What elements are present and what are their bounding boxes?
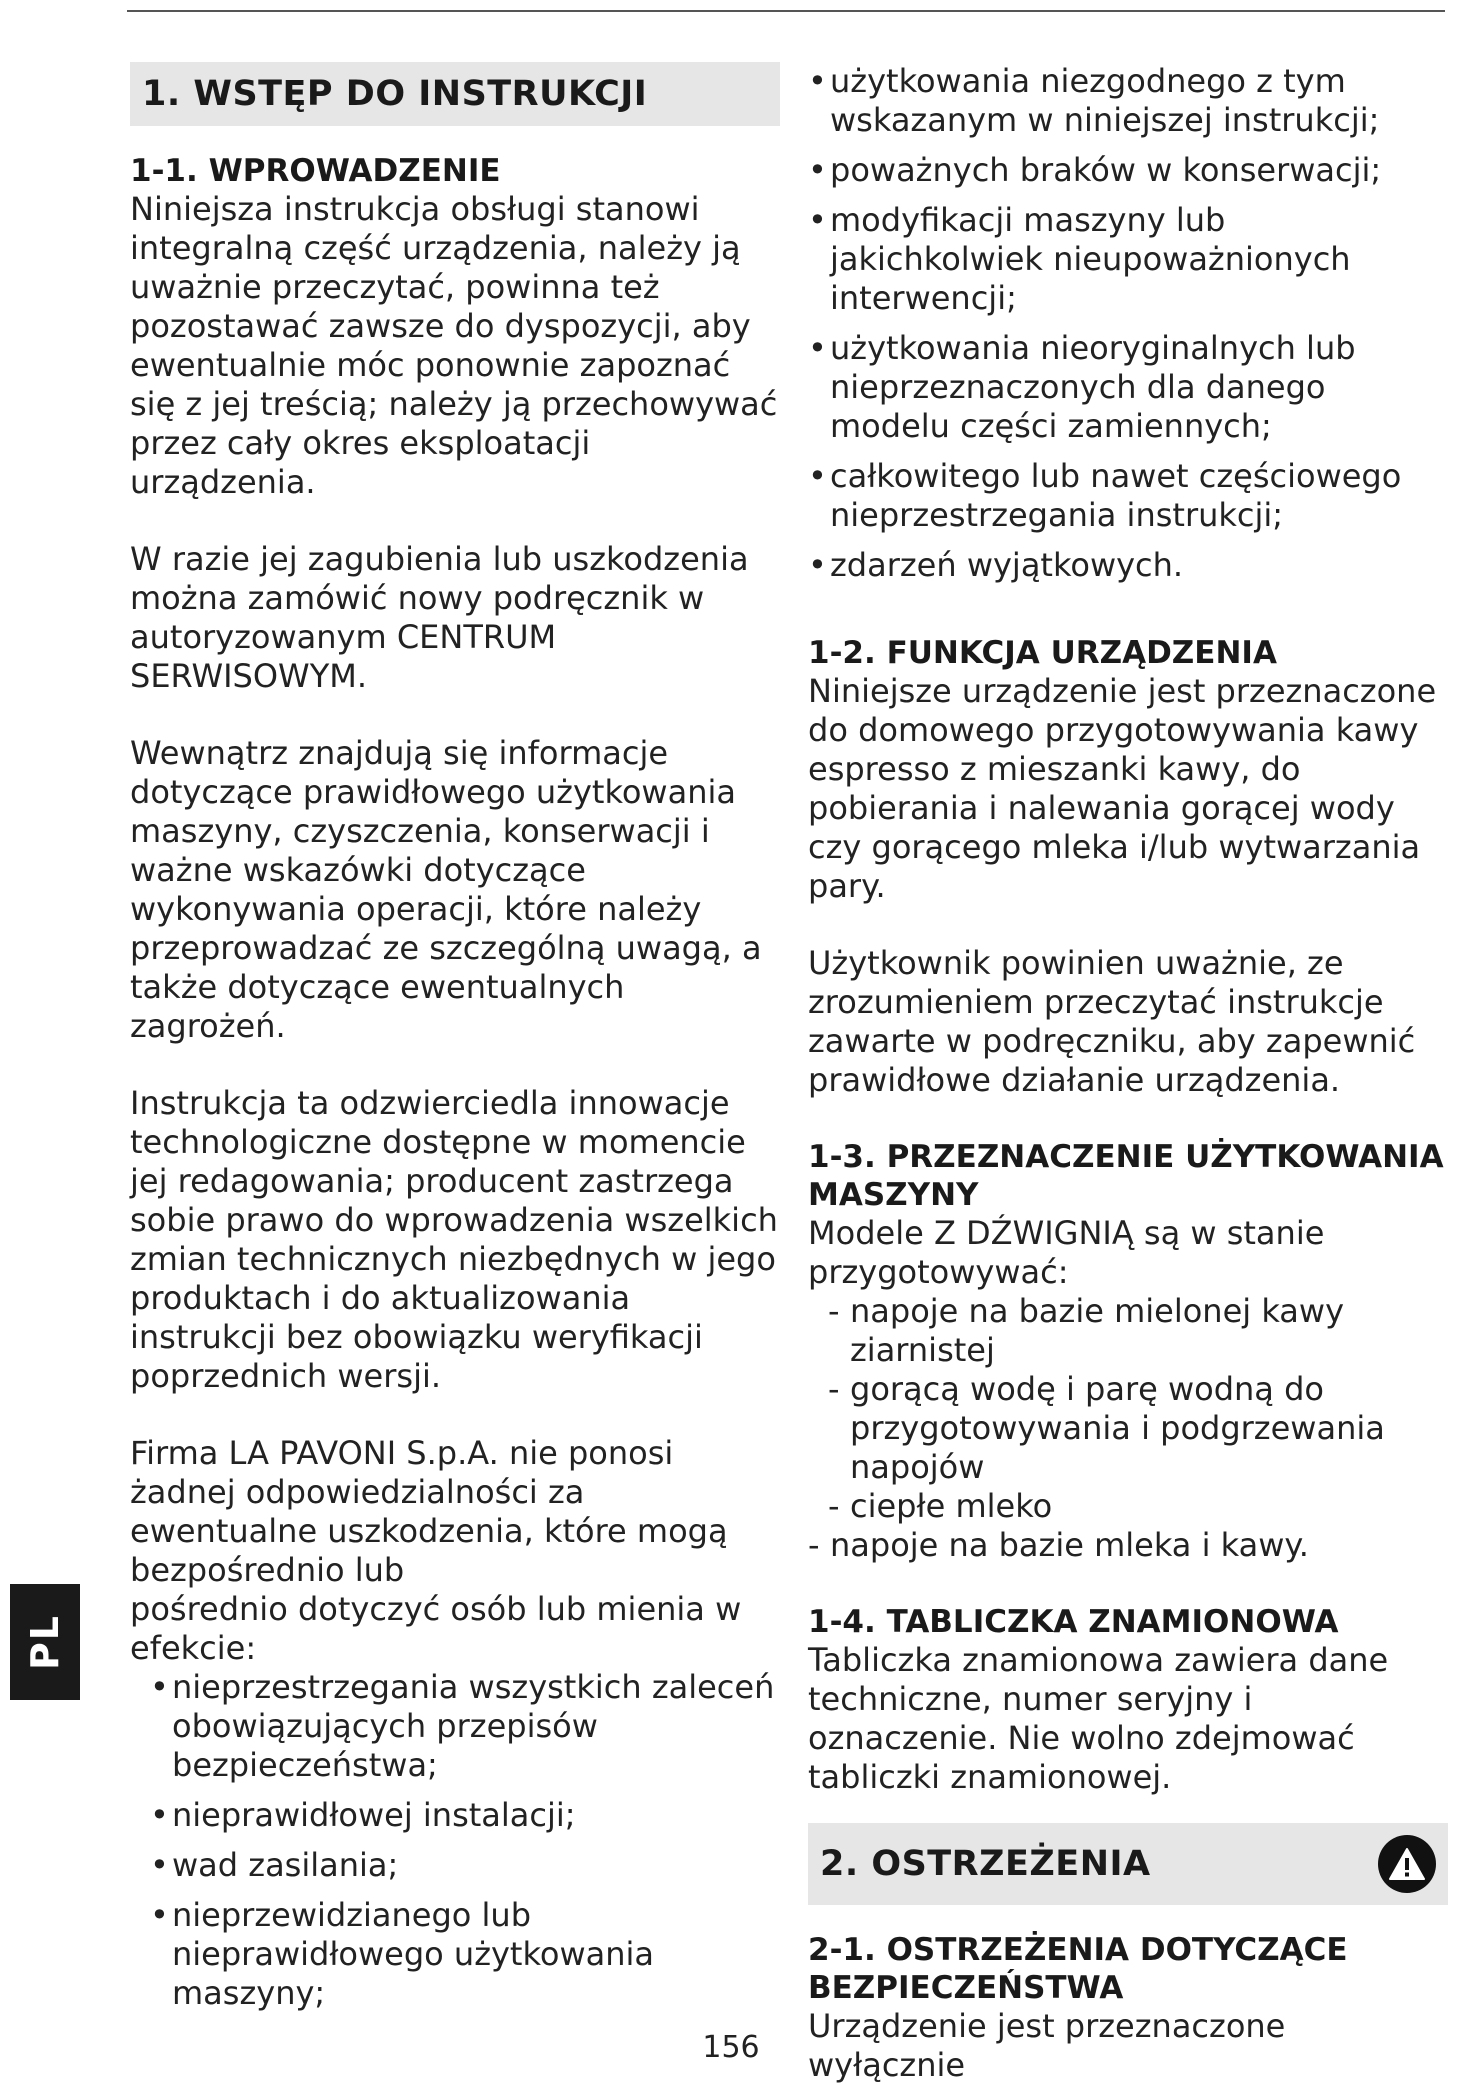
intro-paragraph: Niniejsza instrukcja obsługi stanowi integralną część urządzenia, należy ją uważnie przeczytać, powinna też pozostawać zawsze do dyspozycji, aby ewentualnie móc ponownie zapoznać się z jej treścią; należy ją przechowywać przez cały okres eksploatacji urządzenia.: [130, 190, 778, 502]
function-paragraph: Niniejsze urządzenie jest przeznaczone do domowego przygotowywania kawy espresso z mieszanki kawy, do pobierania i nalewania gorącej wody czy gorącego mleka i/lub wytwarzania pary.: [808, 672, 1437, 905]
left-column: [130, 62, 780, 2024]
user-paragraph: Użytkownik powinien uważnie, ze zrozumieniem przeczytać instrukcje zawarte w podręczniku, aby zapewnić prawidłowe działanie urządzenia.: [808, 944, 1416, 1099]
page-number: 156: [702, 2030, 760, 2065]
list-item: - napoje na bazie mielonej kawy ziarnistej: [828, 1292, 1448, 1370]
language-tab: [10, 1584, 80, 1700]
liability-intro-line-2: pośrednio dotyczyć osób lub mienia w efekcie:: [130, 1590, 742, 1668]
list-item: • modyfikacji maszyny lub jakichkolwiek nieupoważnionych interwencji;: [808, 201, 1448, 318]
list-item: - ciepłe mleko: [828, 1487, 1448, 1526]
list-item: - gorącą wodę i parę wodną do przygotowywania i podgrzewania napojów: [828, 1370, 1448, 1487]
section-2-heading: [808, 1823, 1448, 1905]
safety-paragraph: Urządzenie jest przeznaczone wyłącznie: [808, 2007, 1286, 2084]
section-2-title: 2. OSTRZEŻENIA: [820, 1843, 1151, 1884]
nameplate-paragraph: Tabliczka znamionowa zawiera dane techniczne, numer seryjny i oznaczenie. Nie wolno zdejmować tabliczki znamionowej.: [808, 1641, 1389, 1796]
list-item: - napoje na bazie mleka i kawy.: [808, 1526, 1448, 1565]
warning-icon: [1378, 1835, 1436, 1893]
subsection-2-1-heading: 2-1. OSTRZEŻENIA DOTYCZĄCE BEZPIECZEŃSTWA: [808, 1932, 1348, 2006]
list-item: • nieprzewidzianego lub nieprawidłowego użytkowania maszyny;: [150, 1896, 780, 2013]
language-label: PL: [22, 1613, 67, 1671]
uses-list-last: [808, 1526, 1448, 1565]
list-item: • nieprzestrzegania wszystkich zaleceń obowiązujących przepisów bezpieczeństwa;: [150, 1668, 780, 1785]
subsection-1-4-heading: 1-4. TABLICZKA ZNAMIONOWA: [808, 1604, 1339, 1640]
list-item: • całkowitego lub nawet częściowego nieprzestrzegania instrukcji;: [808, 457, 1448, 535]
contents-paragraph: Wewnątrz znajdują się informacje dotyczące prawidłowego użytkowania maszyny, czyszczenia, konserwacji i ważne wskazówki dotyczące wykonywania operacji, które należy przeprowadzać ze szczególną uwagą, a także dotyczące ewentualnych zagrożeń.: [130, 734, 762, 1046]
subsection-1-1-heading: 1-1. WPROWADZENIE: [130, 153, 501, 190]
subsection-1-3-heading: 1-3. PRZEZNACZENIE UŻYTKOWANIA MASZYNY: [808, 1139, 1444, 1213]
innovation-paragraph: Instrukcja ta odzwierciedla innowacje technologiczne dostępne w momencie jej redagowania; producent zastrzega sobie prawo do wprowadzenia wszelkich zmian technicznych niezbędnych w jego produktach i do aktualizowania instrukcji bez obowiązku weryfikacji poprzednich wersji.: [130, 1084, 778, 1396]
top-rule: [127, 10, 1445, 12]
list-item: • nieprawidłowej instalacji;: [150, 1796, 780, 1835]
list-item: • wad zasilania;: [150, 1846, 780, 1885]
right-column: [808, 62, 1448, 2085]
liability-intro-line-1: Firma LA PAVONI S.p.A. nie ponosi żadnej odpowiedzialności za ewentualne uszkodzenia, które mogą bezpośrednio lub: [130, 1434, 728, 1590]
list-item: • użytkowania nieoryginalnych lub nieprzeznaczonych dla danego modelu części zamiennych;: [808, 329, 1448, 446]
models-intro: Modele Z DŹWIGNIĄ są w stanie przygotowywać:: [808, 1214, 1325, 1291]
list-item: • zdarzeń wyjątkowych.: [808, 546, 1448, 585]
section-1-title: 1. WSTĘP DO INSTRUKCJI: [142, 74, 648, 114]
list-item: • poważnych braków w konserwacji;: [808, 151, 1448, 190]
list-item: • użytkowania niezgodnego z tym wskazanym w niniejszej instrukcji;: [808, 62, 1448, 140]
liability-list-left: [130, 1668, 780, 2013]
uses-list: [808, 1292, 1448, 1526]
replacement-manual-paragraph: W razie jej zagubienia lub uszkodzenia można zamówić nowy podręcznik w autoryzowanym CENTRUM SERWISOWYM.: [130, 540, 749, 696]
subsection-1-2-heading: 1-2. FUNKCJA URZĄDZENIA: [808, 635, 1277, 671]
section-1-heading: [130, 62, 780, 126]
liability-list-right: [808, 62, 1448, 585]
